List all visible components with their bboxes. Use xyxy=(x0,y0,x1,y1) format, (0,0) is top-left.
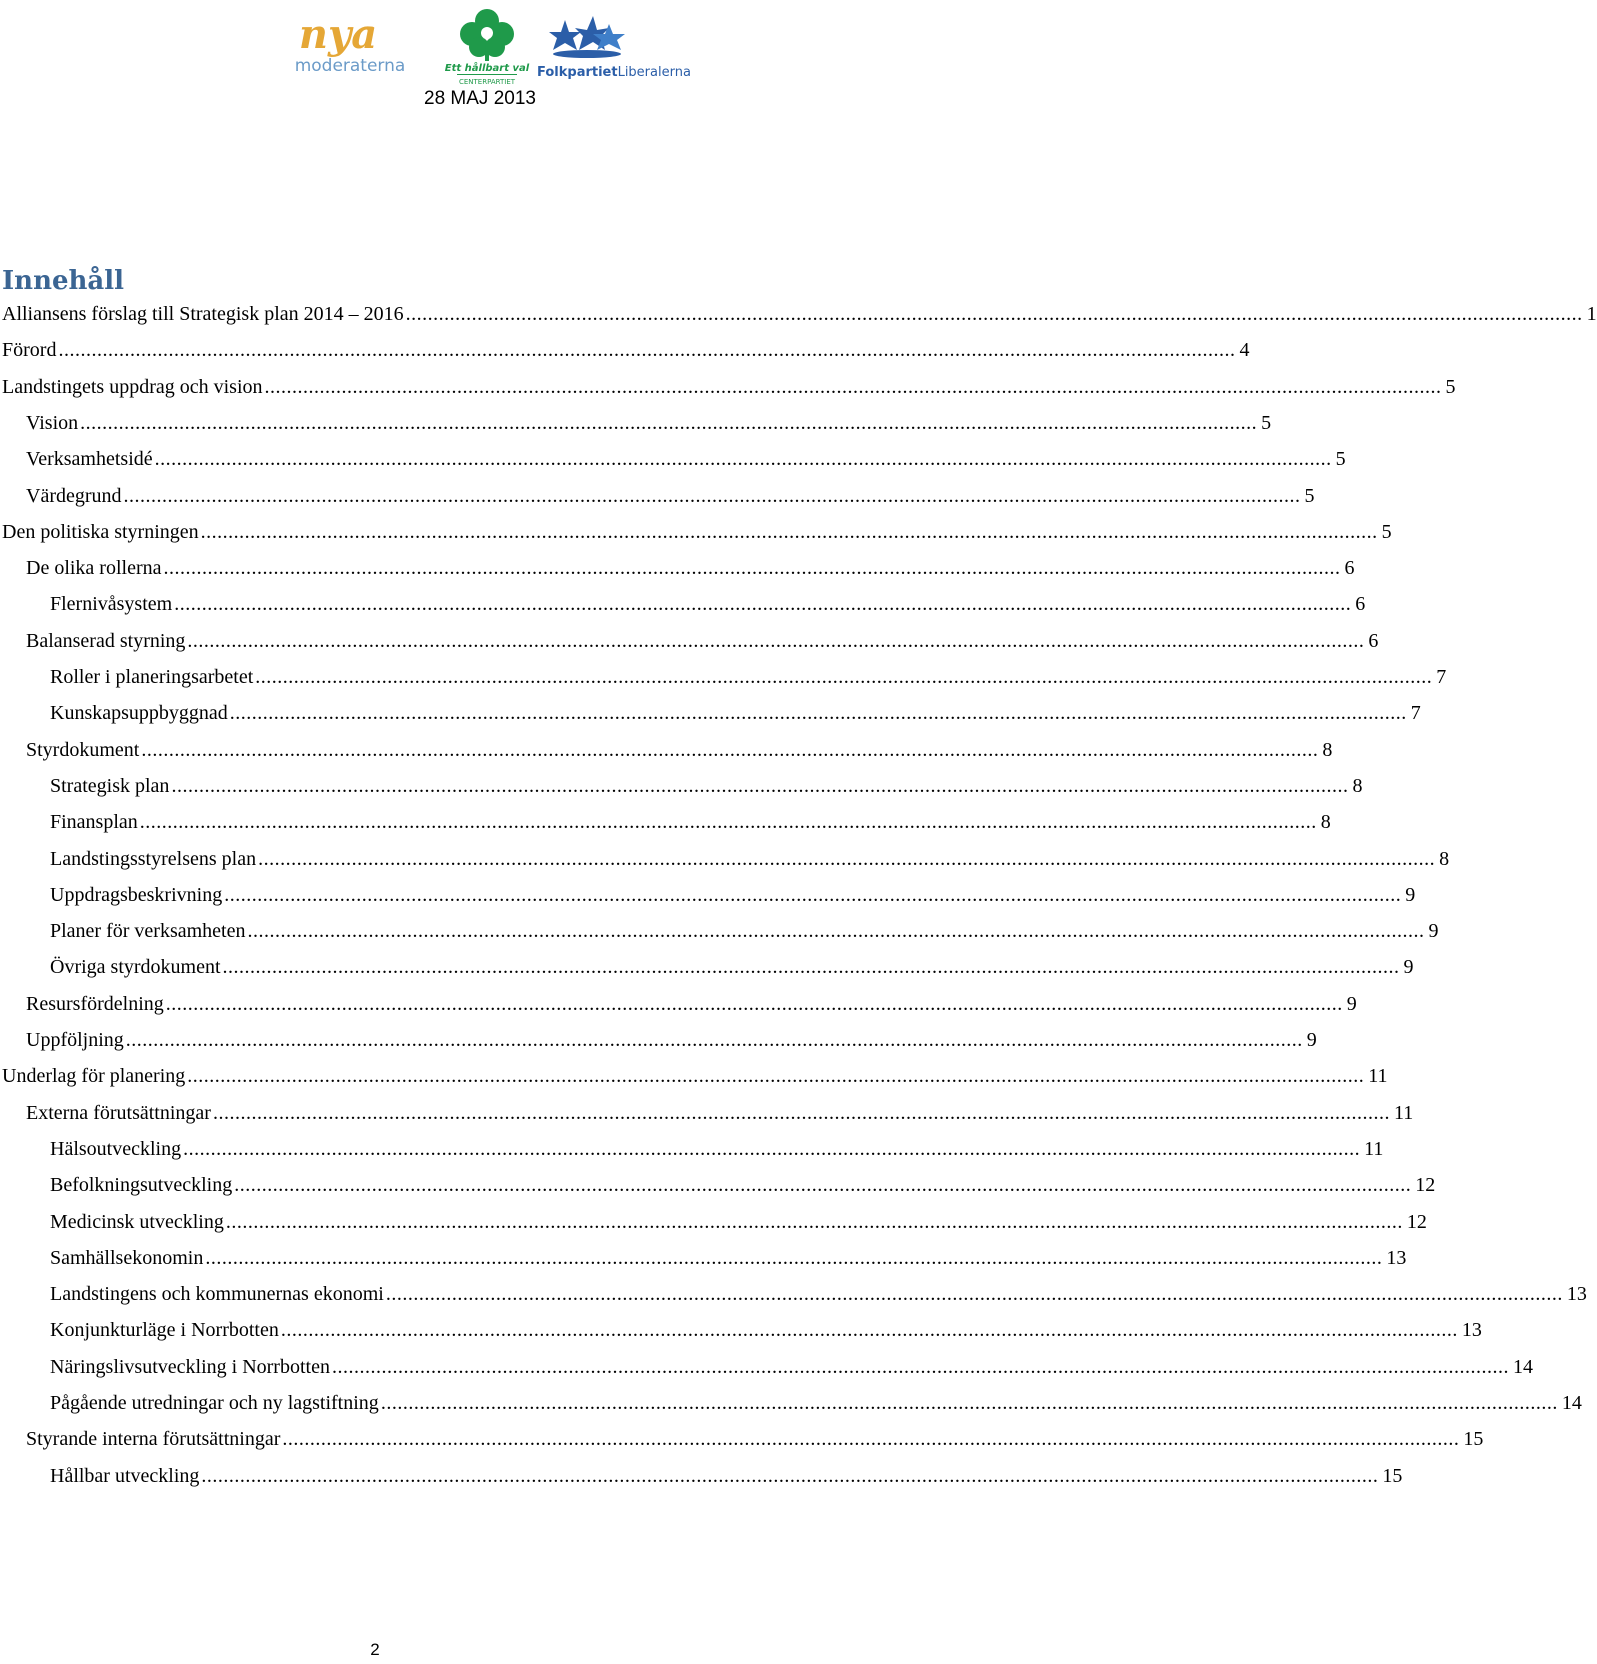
toc-entry[interactable] xyxy=(0,1022,1317,1052)
toc-entry-label: Landstingets uppdrag och vision xyxy=(2,375,263,398)
toc-leader-dots xyxy=(381,1391,1558,1415)
toc-entry[interactable] xyxy=(0,1204,1427,1234)
toc-entry-label: Befolkningsutveckling xyxy=(50,1174,233,1197)
toc-leader-dots xyxy=(332,1355,1509,1379)
clover-icon xyxy=(460,9,514,61)
toc-leader-dots xyxy=(141,738,1318,762)
liberalerna-label: FolkpartietLiberalerna xyxy=(537,65,691,80)
cornflower-icon xyxy=(549,16,625,58)
toc-entry-label: Styrdokument xyxy=(26,738,140,761)
toc-entry-label: Verksamhetsidé xyxy=(26,448,153,471)
toc-entry-page: 12 xyxy=(1415,1174,1436,1197)
page-header xyxy=(0,0,960,120)
toc-leader-dots xyxy=(265,375,1442,399)
toc-entry-page: 11 xyxy=(1368,1065,1388,1088)
toc-leader-dots xyxy=(140,810,1317,834)
toc-leader-dots xyxy=(201,520,1378,544)
centerpartiet-logo xyxy=(443,3,531,89)
toc-entry-label: Värdegrund xyxy=(26,484,122,507)
toc-entry-page: 9 xyxy=(1346,992,1357,1015)
toc-leader-dots xyxy=(224,883,1401,907)
toc-entry[interactable] xyxy=(0,441,1346,471)
page-number: 2 xyxy=(370,1640,380,1659)
toc-entry-page: 14 xyxy=(1561,1392,1582,1414)
toc-leader-dots xyxy=(124,484,1301,508)
toc-entry-label: Övriga styrdokument xyxy=(50,956,221,979)
toc-entry-label: Underlag för planering xyxy=(2,1065,186,1088)
toc-entry[interactable] xyxy=(0,732,1333,762)
header-date: 28 MAJ 2013 xyxy=(424,88,536,109)
toc-leader-dots xyxy=(213,1101,1390,1125)
toc-entry-label: Hållbar utveckling xyxy=(50,1464,200,1487)
toc-leader-dots xyxy=(174,592,1351,616)
toc-entry[interactable] xyxy=(0,623,1379,653)
toc-entry-page: 15 xyxy=(1463,1428,1484,1451)
toc-entry-label: Den politiska styrningen xyxy=(2,520,199,543)
toc-entry[interactable] xyxy=(0,514,1392,544)
toc-entry-label: Konjunkturläge i Norrbotten xyxy=(50,1319,279,1342)
toc-leader-dots xyxy=(155,447,1332,471)
toc-entry-page: 12 xyxy=(1406,1210,1427,1233)
toc-entry-page: 13 xyxy=(1386,1246,1407,1269)
toc-entry[interactable] xyxy=(0,1276,1587,1306)
toc-entry-page: 1 xyxy=(1586,303,1597,325)
toc-entry-page: 5 xyxy=(1335,448,1346,471)
toc-entry[interactable] xyxy=(0,550,1355,580)
toc-leader-dots xyxy=(234,1173,1411,1197)
toc-entry-label: Medicinsk utveckling xyxy=(50,1210,224,1233)
toc-entry-page: 8 xyxy=(1320,811,1331,834)
toc-entry[interactable] xyxy=(0,986,1357,1016)
toc-leader-dots xyxy=(281,1318,1458,1342)
toc-entry-label: Finansplan xyxy=(50,811,138,834)
toc-entry-label: Landstingens och kommunernas ekonomi xyxy=(50,1283,384,1306)
toc-leader-dots xyxy=(258,847,1435,871)
toc-entry-label: Planer för verksamheten xyxy=(50,920,246,943)
toc-entry-page: 9 xyxy=(1405,883,1416,906)
toc-leader-dots xyxy=(282,1427,1459,1451)
toc-leader-dots xyxy=(386,1282,1563,1306)
toc-leader-dots xyxy=(187,1064,1364,1088)
toc-entry-page: 6 xyxy=(1344,557,1355,580)
toc-entry-label: Flernivåsystem xyxy=(50,593,173,616)
toc-leader-dots xyxy=(247,919,1424,943)
toc-entry[interactable] xyxy=(0,405,1272,435)
toc-entry-label: Vision xyxy=(26,411,79,434)
nya-wordmark: nya xyxy=(298,11,378,58)
toc-entry-page: 9 xyxy=(1428,920,1439,943)
toc-leader-dots xyxy=(230,701,1407,725)
toc-entry-label: Landstingsstyrelsens plan xyxy=(50,847,257,870)
toc-entry[interactable] xyxy=(0,478,1315,508)
toc-entry-label: Pågående utredningar och ny lagstiftning xyxy=(50,1392,379,1414)
toc-entry-label: Samhällsekonomin xyxy=(50,1246,204,1269)
toc-leader-dots xyxy=(164,556,1341,580)
toc-leader-dots xyxy=(223,955,1400,979)
toc-entry[interactable] xyxy=(0,1458,1403,1488)
toc-entry-label: Roller i planeringsarbetet xyxy=(50,666,254,688)
toc-leader-dots xyxy=(183,1137,1360,1161)
toc-entry-page: 5 xyxy=(1381,520,1392,543)
liberalerna-logo xyxy=(535,10,691,82)
toc-entry[interactable] xyxy=(0,949,1414,979)
centerpartiet-tagline: Ett hållbart val xyxy=(444,63,530,74)
toc-entry-page: 7 xyxy=(1410,702,1421,725)
toc-entry[interactable] xyxy=(0,659,1447,689)
toc-leader-dots xyxy=(80,411,1257,435)
toc-entry[interactable] xyxy=(0,1349,1533,1379)
toc-entry[interactable] xyxy=(0,1385,1582,1415)
toc-entry[interactable] xyxy=(0,877,1416,907)
centerpartiet-label: CENTERPARTIET xyxy=(458,78,516,86)
toc-entry-label: Uppdragsbeskrivning xyxy=(50,883,223,906)
toc-leader-dots xyxy=(166,992,1343,1016)
toc-entry[interactable] xyxy=(0,332,1250,362)
toc-entry-page: 13 xyxy=(1461,1319,1482,1342)
toc-entry-label: Näringslivsutveckling i Norrbotten xyxy=(50,1355,330,1378)
toc-leader-dots xyxy=(255,665,1432,689)
toc-entry-page: 5 xyxy=(1261,411,1272,434)
toc-leader-dots xyxy=(171,774,1348,798)
toc-entry[interactable] xyxy=(0,695,1421,725)
toc-entry-label: Strategisk plan xyxy=(50,774,170,797)
toc-entry[interactable] xyxy=(0,1167,1436,1197)
toc-entry[interactable] xyxy=(0,913,1439,943)
toc-entry-page: 11 xyxy=(1364,1137,1384,1160)
moderaterna-logo xyxy=(290,8,440,80)
toc-entry-label: Styrande interna förutsättningar xyxy=(26,1428,281,1451)
toc-entry-page: 11 xyxy=(1393,1101,1414,1124)
toc-entry-page: 7 xyxy=(1436,666,1447,688)
toc-entry-label: Balanserad styrning xyxy=(26,629,186,652)
toc-entry-page: 4 xyxy=(1239,339,1250,362)
toc-entry-label: Uppföljning xyxy=(26,1029,124,1051)
toc-entry[interactable] xyxy=(0,1131,1384,1161)
toc-entry[interactable] xyxy=(0,1240,1407,1270)
toc-entry[interactable] xyxy=(0,1095,1414,1125)
toc-entry-page: 13 xyxy=(1566,1283,1587,1306)
toc-entry[interactable] xyxy=(0,296,1597,326)
toc-entry-label: Alliansens förslag till Strategisk plan 2014 – 2016 xyxy=(2,303,404,325)
toc-leader-dots xyxy=(226,1210,1403,1234)
toc-leader-dots xyxy=(126,1028,1303,1052)
toc-entry[interactable] xyxy=(0,841,1450,871)
toc-title: Innehåll xyxy=(2,266,125,296)
toc-entry-page: 9 xyxy=(1403,956,1414,979)
toc-entry-label: De olika rollerna xyxy=(26,557,162,580)
toc-entry-page: 8 xyxy=(1439,847,1450,870)
toc-entry[interactable] xyxy=(0,1058,1388,1088)
toc-entry-page: 5 xyxy=(1304,484,1315,507)
toc-entry[interactable] xyxy=(0,586,1366,616)
toc-entry-label: Kunskapsuppbyggnad xyxy=(50,702,228,725)
toc-leader-dots xyxy=(187,629,1364,653)
toc-entry-page: 14 xyxy=(1512,1355,1533,1378)
toc-leader-dots xyxy=(406,302,1583,326)
toc-entry-label: Förord xyxy=(2,339,57,362)
toc-entry[interactable] xyxy=(0,1312,1482,1342)
toc-entry-page: 6 xyxy=(1355,593,1366,616)
toc-entry-page: 8 xyxy=(1352,774,1363,797)
toc-leader-dots xyxy=(201,1464,1378,1488)
toc-leader-dots xyxy=(205,1246,1382,1270)
toc-entry-page: 15 xyxy=(1382,1464,1403,1487)
toc-leader-dots xyxy=(58,338,1235,362)
toc-entry-page: 8 xyxy=(1322,738,1333,761)
toc-entry-page: 6 xyxy=(1368,629,1379,652)
toc-entry[interactable] xyxy=(0,768,1363,798)
toc-entry[interactable] xyxy=(0,1421,1484,1451)
moderaterna-wordmark: moderaterna xyxy=(294,56,406,76)
toc-entry[interactable] xyxy=(0,804,1331,834)
toc-entry[interactable] xyxy=(0,369,1456,399)
toc-entry-page: 5 xyxy=(1445,375,1456,398)
toc-entry-page: 9 xyxy=(1306,1029,1317,1051)
toc-entry-label: Hälsoutveckling xyxy=(50,1137,182,1160)
toc-entry-label: Externa förutsättningar xyxy=(26,1101,211,1124)
toc-entry-label: Resursfördelning xyxy=(26,992,164,1015)
